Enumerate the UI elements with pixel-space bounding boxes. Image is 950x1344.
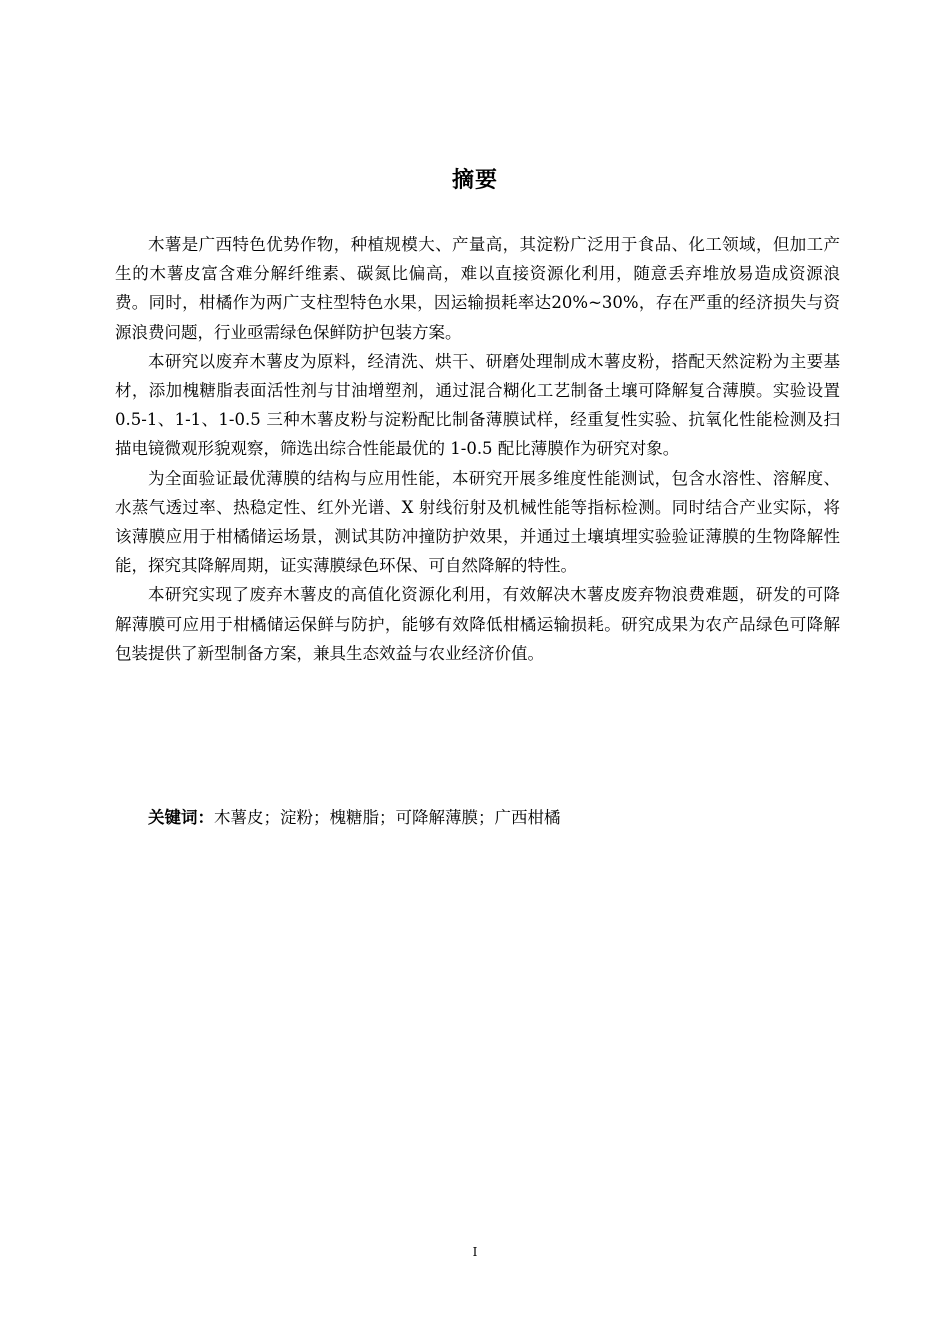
keywords-label: 关键词： (148, 808, 214, 827)
keywords-text: 木薯皮；淀粉；槐糖脂；可降解薄膜；广西柑橘 (214, 808, 561, 827)
page-number: I (472, 1245, 478, 1259)
keywords-line (148, 803, 848, 832)
abstract-paragraph-4: 本研究实现了废弃木薯皮的高值化资源化利用，有效解决木薯皮废弃物浪费难题，研发的可降解薄膜可应用于柑橘储运保鲜与防护，能够有效降低柑橘运输损耗。研究成果为农产品绿色可降解包装提供了新型制备方案，兼具生态效益与农业经济价值。 (115, 585, 840, 663)
abstract-paragraph-1: 木薯是广西特色优势作物，种植规模大、产量高，其淀粉广泛用于食品、化工领域，但加工产生的木薯皮富含难分解纤维素、碳氮比偏高，难以直接资源化利用，随意丢弃堆放易造成资源浪费。同时，柑橘作为两广支柱型特色水果，因运输损耗率达20%~30%，存在严重的经济损失与资源浪费问题，行业亟需绿色保鲜防护包装方案。 (115, 235, 840, 342)
abstract-paragraph-3: 为全面验证最优薄膜的结构与应用性能，本研究开展多维度性能测试，包含水溶性、溶解度、水蒸气透过率、热稳定性、红外光谱、X 射线衍射及机械性能等指标检测。同时结合产业实际，将该薄膜应用于柑橘储运场景，测试其防冲撞防护效果，并通过土壤填埋实验验证薄膜的生物降解性能，探究其降解周期，证实薄膜绿色环保、可自然降解的特性。 (115, 468, 840, 576)
abstract-body (115, 230, 840, 668)
abstract-paragraph-2: 本研究以废弃木薯皮为原料，经清洗、烘干、研磨处理制成木薯皮粉，搭配天然淀粉为主要基材，添加槐糖脂表面活性剂与甘油增塑剂，通过混合糊化工艺制备土壤可降解复合薄膜。实验设置 0.5-1、1-1、1-0.5 三种木薯皮粉与淀粉配比制备薄膜试样，经重复性实验、抗氧化性能检测及扫描电镜微观形貌观察，筛选出综合性能最优的 1-0.5 配比薄膜作为研究对象。 (115, 351, 840, 459)
abstract-title: 摘要 (451, 168, 498, 193)
